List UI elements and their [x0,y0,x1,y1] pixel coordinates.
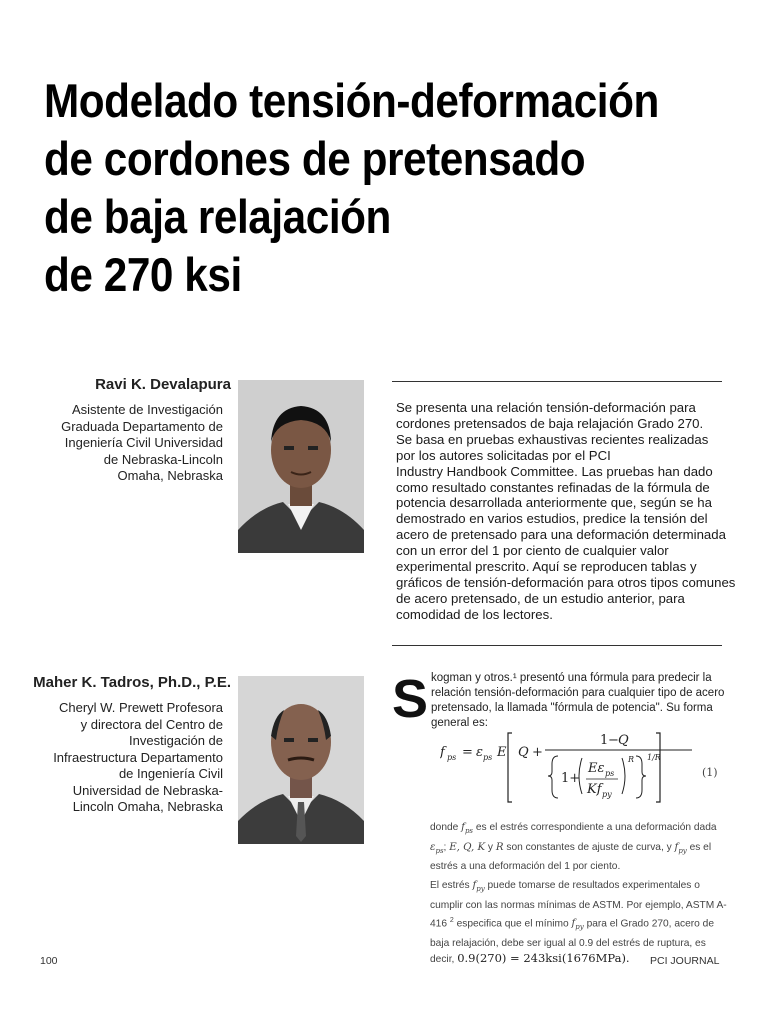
svg-text:E: E [497,745,507,760]
intro-line: pretensado, la llamada "fórmula de potencia". Su forma [431,702,713,714]
abstract-line: con un error del 1 por ciento de cualquier valor [396,543,669,559]
affiliation-line: Lincoln Omaha, Nebraska [72,799,223,814]
author2-affiliation [53,700,223,816]
svg-text:+: + [532,745,543,760]
abstract-line: demostrado en varios estudios, predice la tensión del [396,511,708,527]
affiliation-line: Asistente de Investigación [71,402,223,417]
text: baja relajación, debe ser igual al 0.9 del estrés de ruptura, es [430,937,706,949]
svg-text:1: 1 [600,733,609,748]
page-number: 100 [40,955,58,967]
text: para el Grado 270, acero de [583,918,714,930]
text: ; [443,841,450,853]
author2-name: Maher K. Tadros, Ph.D., P.E. [33,674,231,691]
abstract-line: Se basa en pruebas exhaustivas recientes realizadas [396,431,709,447]
title-line: de 270 ksi [44,248,242,301]
affiliation-line: de Nebraska-Lincoln [103,451,223,467]
intro-line: kogman y otros.¹ presentó una fórmula para predecir la [431,672,712,684]
svg-text:R: R [628,755,635,764]
author1-photo [238,380,364,553]
intro-line: relación tensión-deformación para cualquier tipo de acero [431,687,725,699]
svg-text:1+: 1+ [561,771,581,786]
svg-text:=: = [462,745,473,760]
svg-text:ps: ps [447,753,457,762]
equation-number: (1) [702,766,718,779]
journal-name: PCI JOURNAL [650,955,720,967]
text: es el [686,841,712,853]
author1-affiliation [61,402,223,485]
affiliation-line: y directora del Centro de [80,716,223,732]
abstract-line: cordones pretensados de baja relajación Grado 270. [396,415,704,431]
text: estrés a una deformación del 1 por ciento. [430,861,621,873]
svg-text:Kf: Kf [587,782,602,797]
title-line: Modelado tensión-deformación [44,74,659,127]
abstract-bottom-rule [392,645,722,646]
text: especifica que el mínimo [453,918,572,930]
abstract [396,400,766,623]
svg-text:Eε: Eε [588,761,605,776]
text: y [485,841,496,853]
affiliation-line: Ingeniería Civil Universidad [64,435,223,450]
author1-name: Ravi K. Devalapura [95,376,231,393]
abstract-line: por los autores solicitadas por el PCI [396,447,611,463]
abstract-line: experimental prescrito. Aquí se reproducen tablas y [396,559,697,575]
abstract-line: de acero pretensado, de un estudio anterior, para [396,590,685,606]
abstract-line: potencia desarrollada anteriormente que, según se ha [396,495,712,511]
affiliation-line: Cheryl W. Prewett Profesora [59,700,223,715]
intro-line: general es: [431,717,488,729]
affiliation-line: Graduada Departamento de [61,418,223,434]
portrait-icon [238,380,364,553]
footnote-ref: 2 [449,917,454,925]
svg-text:ε: ε [476,745,483,760]
text: son constantes de ajuste de curva, y [503,841,675,853]
text: puede tomarse de resultados experimentales o [484,880,700,891]
intro-paragraph [431,671,761,731]
paragraph-definitions: donde $f_{ps}$ es el estrés correspondiente a una deformación dada $\varepsilon_{ps}$; E, Q, K y R son constantes de ajuste de curva, y $f_{py}$ es el estrés a una deformación del 1 por ciento. [430,820,765,875]
paragraph-astm: El estrés $f_{py}$ puede tomarse de resultados experimentales o cumplir con las normas mínimas de ASTM. Por ejemplo, ASTM A- 416 $^2$ especifica que el mínimo $f_{py}$ para el Grado 270, acero de baja relajación, debe ser igual al 0.9 del estrés de ruptura, es decir, 0.9(270) = 243ksi(1676MPa). [430,878,765,968]
svg-text:Q: Q [618,733,629,748]
power-formula-equation [440,728,740,808]
title-line: de cordones de pretensado [44,132,586,185]
abstract-line: Se presenta una relación tensión-deformación para [396,400,696,415]
drop-cap: S [392,669,429,729]
text: 416 [430,918,450,930]
portrait-icon [238,676,364,844]
abstract-line: gráficos de tensión-deformación para otros tipos comunes [396,574,736,590]
svg-text:py: py [602,790,612,799]
svg-text:−: − [608,733,619,748]
affiliation-line: Universidad de Nebraska- [72,782,223,798]
text: El estrés [430,880,473,891]
text: decir, [430,954,458,966]
svg-text:1/R: 1/R [647,753,661,762]
svg-text:ps: ps [483,753,493,762]
text: es el estrés correspondiente a una deformación dada [473,822,717,833]
affiliation-line: Omaha, Nebraska [117,468,223,483]
affiliation-line: Infraestructura Departamento [53,749,223,765]
svg-text:ps: ps [605,769,615,778]
abstract-line: acero de pretensado para una deformación determinada [396,527,726,543]
author2-photo [238,676,364,844]
svg-text:f: f [440,745,445,760]
svg-text:Q: Q [518,745,529,760]
formula: 0.9(270) = 243ksi(1676MPa). [457,951,630,966]
text: cumplir con las normas mínimas de ASTM. Por ejemplo, ASTM A- [430,899,727,911]
affiliation-line: Investigación de [129,733,223,748]
abstract-line: comodidad de los lectores. [396,606,553,622]
title-line: de baja relajación [44,190,391,243]
abstract-line: Industry Handbook Committee. Las pruebas han dado [396,463,713,479]
article-title [44,72,674,304]
text: donde [430,822,462,833]
abstract-line: como resultado constantes refinadas de la fórmula de [396,479,710,495]
affiliation-line: de Ingeniería Civil [118,766,223,781]
abstract-top-rule [392,381,722,382]
